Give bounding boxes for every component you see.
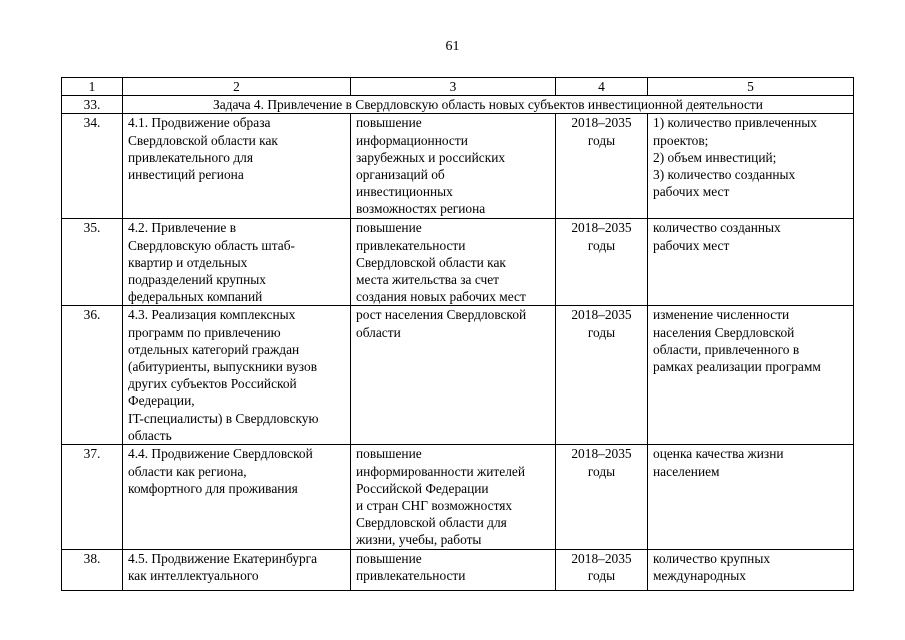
expected-result-cell: повышение информированности жителей Российской Федерации и стран СНГ возможностях Свердловской области для жизни, учебы, работы: [351, 445, 556, 549]
column-number-row: [62, 78, 854, 96]
row-number: 34.: [62, 114, 123, 219]
activity-cell: 4.2. Привлечение в Свердловскую область штаб- квартир и отдельных подразделений крупных федеральных компаний: [123, 219, 351, 306]
period-cell: 2018–2035 годы: [556, 219, 648, 306]
expected-result-cell: повышение информационности зарубежных и российских организаций об инвестиционных возможностях региона: [351, 114, 556, 219]
row-number: 33.: [62, 96, 123, 114]
activity-cell: 4.3. Реализация комплексных программ по привлечению отдельных категорий граждан (абитуриенты, выпускники вузов других субъектов Российской Федерации, IT-специалисты) в Свердловскую область: [123, 306, 351, 445]
row-number: 36.: [62, 306, 123, 445]
table-row: [62, 114, 854, 219]
indicators-cell: количество созданных рабочих мест: [648, 219, 854, 306]
activity-cell: 4.4. Продвижение Свердловской области как региона, комфортного для проживания: [123, 445, 351, 549]
row-number: 37.: [62, 445, 123, 549]
row-number: 38.: [62, 549, 123, 590]
period-cell: 2018–2035 годы: [556, 549, 648, 590]
indicators-cell: количество крупных международных: [648, 549, 854, 590]
table-row: [62, 219, 854, 306]
row-number: 35.: [62, 219, 123, 306]
table-row: [62, 549, 854, 590]
table-row: [62, 445, 854, 549]
period-cell: 2018–2035 годы: [556, 114, 648, 219]
indicators-cell: изменение численности населения Свердловской области, привлеченного в рамках реализации программ: [648, 306, 854, 445]
column-number-3: 3: [351, 78, 556, 96]
indicators-cell: 1) количество привлеченных проектов; 2) объем инвестиций; 3) количество созданных рабочих мест: [648, 114, 854, 219]
column-number-2: 2: [123, 78, 351, 96]
activity-cell: 4.1. Продвижение образа Свердловской области как привлекательного для инвестиций региона: [123, 114, 351, 219]
task-row: [62, 96, 854, 114]
period-cell: 2018–2035 годы: [556, 445, 648, 549]
activities-table: [61, 77, 854, 591]
expected-result-cell: повышение привлекательности Свердловской области как места жительства за счет создания новых рабочих мест: [351, 219, 556, 306]
indicators-cell: оценка качества жизни населением: [648, 445, 854, 549]
expected-result-cell: рост населения Свердловской области: [351, 306, 556, 445]
column-number-1: 1: [62, 78, 123, 96]
activity-cell: 4.5. Продвижение Екатеринбурга как интеллектуального: [123, 549, 351, 590]
column-number-5: 5: [648, 78, 854, 96]
expected-result-cell: повышение привлекательности: [351, 549, 556, 590]
task-title: Задача 4. Привлечение в Свердловскую область новых субъектов инвестиционной деятельности: [123, 96, 854, 114]
page-number: 61: [445, 39, 460, 54]
period-cell: 2018–2035 годы: [556, 306, 648, 445]
table-row: [62, 306, 854, 445]
column-number-4: 4: [556, 78, 648, 96]
